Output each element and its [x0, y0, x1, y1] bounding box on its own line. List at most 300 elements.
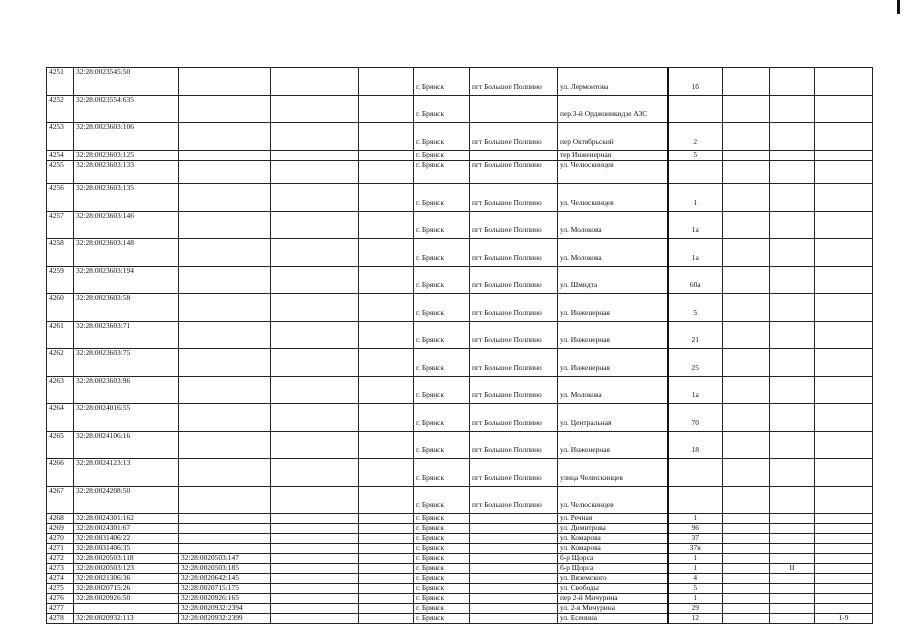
house-number-cell: 5 — [668, 294, 723, 322]
blank-cell — [723, 486, 770, 514]
blank-cell — [359, 239, 414, 267]
blank-cell — [271, 294, 359, 322]
row-number-cell: 4275 — [47, 584, 74, 594]
city-cell: г. Брянск — [414, 524, 470, 534]
linked-cadastral-cell: 32:28:0020932:2399 — [179, 614, 271, 624]
city-cell: г. Брянск — [414, 486, 470, 514]
unit-number-cell — [770, 614, 815, 624]
street-cell: ул. 2-я Мичурина — [558, 604, 668, 614]
row-number-cell: 4272 — [47, 554, 74, 564]
house-number-cell: 29 — [668, 604, 723, 614]
rooms-cell — [815, 95, 873, 123]
house-number-cell — [668, 459, 723, 487]
settlement-cell: пгт Большое Полпино — [470, 266, 558, 294]
linked-cadastral-cell: 32:28:0020715:175 — [179, 584, 271, 594]
blank-cell — [271, 544, 359, 554]
blank-cell — [359, 404, 414, 432]
row-number-cell: 4254 — [47, 150, 74, 160]
settlement-cell: пгт Большое Полпино — [470, 431, 558, 459]
rooms-cell — [815, 554, 873, 564]
table-row — [47, 574, 873, 584]
table-row — [47, 584, 873, 594]
house-number-cell: 37в — [668, 544, 723, 554]
row-number-cell: 4251 — [47, 68, 74, 96]
city-cell: г. Брянск — [414, 584, 470, 594]
cadastral-number-cell: 32:28:0020926:50 — [74, 594, 179, 604]
blank-cell — [723, 524, 770, 534]
row-number-cell: 4257 — [47, 211, 74, 239]
blank-cell — [723, 321, 770, 349]
street-cell: пер Октябрьский — [558, 123, 668, 151]
cadastral-number-cell: 32:28:0023603:75 — [74, 349, 179, 377]
blank-cell — [271, 211, 359, 239]
cadastral-number-cell: 32:28:0023603:135 — [74, 184, 179, 212]
street-cell: ул. Есенина — [558, 614, 668, 624]
blank-cell — [359, 431, 414, 459]
blank-cell — [271, 376, 359, 404]
settlement-cell — [470, 534, 558, 544]
row-number-cell: 4268 — [47, 514, 74, 524]
row-number-cell: 4260 — [47, 294, 74, 322]
settlement-cell — [470, 614, 558, 624]
rooms-cell — [815, 594, 873, 604]
unit-number-cell — [770, 266, 815, 294]
street-cell: б-р Щорса — [558, 564, 668, 574]
city-cell: г. Брянск — [414, 211, 470, 239]
unit-number-cell — [770, 604, 815, 614]
house-number-cell: 1 — [668, 594, 723, 604]
street-cell: ул. Вяземского — [558, 574, 668, 584]
unit-number-cell — [770, 514, 815, 524]
table-row — [47, 524, 873, 534]
rooms-cell — [815, 604, 873, 614]
row-number-cell: 4255 — [47, 160, 74, 184]
blank-cell — [271, 160, 359, 184]
blank-cell — [723, 404, 770, 432]
blank-cell — [271, 150, 359, 160]
blank-cell — [271, 594, 359, 604]
linked-cadastral-cell — [179, 95, 271, 123]
street-cell: ул. Комарова — [558, 544, 668, 554]
linked-cadastral-cell: 32:28:0020932:2394 — [179, 604, 271, 614]
blank-cell — [723, 294, 770, 322]
city-cell: г. Брянск — [414, 68, 470, 96]
linked-cadastral-cell: 32:28:0020642:145 — [179, 574, 271, 584]
blank-cell — [723, 534, 770, 544]
street-cell: ул. Молокова — [558, 211, 668, 239]
cadastral-number-cell: 32:28:0024123:13 — [74, 459, 179, 487]
blank-cell — [359, 294, 414, 322]
street-cell: ул. Инженерная — [558, 321, 668, 349]
city-cell: г. Брянск — [414, 554, 470, 564]
unit-number-cell — [770, 184, 815, 212]
table-row — [47, 68, 873, 96]
blank-cell — [359, 564, 414, 574]
blank-cell — [271, 431, 359, 459]
city-cell: г. Брянск — [414, 574, 470, 584]
city-cell: г. Брянск — [414, 150, 470, 160]
cadastral-number-cell: 32:28:0020503:118 — [74, 554, 179, 564]
settlement-cell: пгт Большое Полпино — [470, 459, 558, 487]
blank-cell — [723, 184, 770, 212]
blank-cell — [271, 239, 359, 267]
table-row — [47, 160, 873, 184]
registry-table — [46, 67, 873, 624]
unit-number-cell — [770, 123, 815, 151]
row-number-cell: 4263 — [47, 376, 74, 404]
cadastral-number-cell: 32:28:0031406:22 — [74, 534, 179, 544]
row-number-cell: 4269 — [47, 524, 74, 534]
linked-cadastral-cell — [179, 211, 271, 239]
city-cell: г. Брянск — [414, 514, 470, 524]
blank-cell — [359, 594, 414, 604]
settlement-cell — [470, 564, 558, 574]
blank-cell — [359, 211, 414, 239]
cadastral-number-cell: 32:28:0021306:36 — [74, 574, 179, 584]
row-number-cell: 4264 — [47, 404, 74, 432]
blank-cell — [271, 95, 359, 123]
cadastral-number-cell — [74, 604, 179, 614]
rooms-cell — [815, 160, 873, 184]
blank-cell — [723, 150, 770, 160]
house-number-cell: 96 — [668, 524, 723, 534]
blank-cell — [723, 68, 770, 96]
blank-cell — [271, 614, 359, 624]
blank-cell — [359, 514, 414, 524]
blank-cell — [723, 514, 770, 524]
blank-cell — [359, 459, 414, 487]
blank-cell — [359, 486, 414, 514]
unit-number-cell — [770, 574, 815, 584]
table-row — [47, 376, 873, 404]
house-number-cell: 1а — [668, 376, 723, 404]
cadastral-number-cell: 32:28:0023603:96 — [74, 376, 179, 404]
settlement-cell: пгт Большое Полпино — [470, 349, 558, 377]
rooms-cell — [815, 459, 873, 487]
street-cell: ул. Инженерная — [558, 294, 668, 322]
blank-cell — [359, 349, 414, 377]
row-number-cell: 4271 — [47, 544, 74, 554]
row-number-cell: 4270 — [47, 534, 74, 544]
blank-cell — [723, 564, 770, 574]
rooms-cell — [815, 211, 873, 239]
street-cell: б-р Щорса — [558, 554, 668, 564]
house-number-cell — [668, 486, 723, 514]
table-row — [47, 266, 873, 294]
blank-cell — [359, 123, 414, 151]
table-row — [47, 604, 873, 614]
rooms-cell — [815, 544, 873, 554]
settlement-cell — [470, 544, 558, 554]
street-cell: тер Инженерная — [558, 150, 668, 160]
row-number-cell: 4274 — [47, 574, 74, 584]
blank-cell — [359, 266, 414, 294]
house-number-cell: 4 — [668, 574, 723, 584]
cadastral-number-cell: 32:28:0023603:58 — [74, 294, 179, 322]
blank-cell — [723, 584, 770, 594]
blank-cell — [359, 584, 414, 594]
row-number-cell: 4277 — [47, 604, 74, 614]
linked-cadastral-cell — [179, 160, 271, 184]
linked-cadastral-cell — [179, 534, 271, 544]
house-number-cell: 21 — [668, 321, 723, 349]
blank-cell — [271, 321, 359, 349]
street-cell: ул. Инженерная — [558, 349, 668, 377]
blank-cell — [723, 211, 770, 239]
house-number-cell: 25 — [668, 349, 723, 377]
row-number-cell: 4267 — [47, 486, 74, 514]
table-row — [47, 564, 873, 574]
row-number-cell: 4273 — [47, 564, 74, 574]
blank-cell — [271, 404, 359, 432]
linked-cadastral-cell: 32:28:0020503:185 — [179, 564, 271, 574]
city-cell: г. Брянск — [414, 594, 470, 604]
blank-cell — [271, 514, 359, 524]
house-number-cell: 1 — [668, 184, 723, 212]
blank-cell — [359, 574, 414, 584]
settlement-cell — [470, 584, 558, 594]
cadastral-number-cell: 32:28:0023603:106 — [74, 123, 179, 151]
table-row — [47, 321, 873, 349]
rooms-cell — [815, 321, 873, 349]
blank-cell — [271, 564, 359, 574]
settlement-cell: пгт Большое Полпино — [470, 123, 558, 151]
unit-number-cell — [770, 294, 815, 322]
linked-cadastral-cell: 32:28:0020503:147 — [179, 554, 271, 564]
rooms-cell — [815, 564, 873, 574]
house-number-cell: 5 — [668, 584, 723, 594]
table-row — [47, 486, 873, 514]
blank-cell — [359, 544, 414, 554]
city-cell: г. Брянск — [414, 534, 470, 544]
unit-number-cell — [770, 211, 815, 239]
blank-cell — [723, 95, 770, 123]
unit-number-cell — [770, 68, 815, 96]
house-number-cell: 1а — [668, 211, 723, 239]
table-row — [47, 239, 873, 267]
city-cell: г. Брянск — [414, 123, 470, 151]
city-cell: г. Брянск — [414, 349, 470, 377]
settlement-cell: пгт Большое Полпино — [470, 294, 558, 322]
blank-cell — [723, 554, 770, 564]
blank-cell — [271, 574, 359, 584]
linked-cadastral-cell — [179, 349, 271, 377]
cadastral-number-cell: 32:28:0024301:67 — [74, 524, 179, 534]
linked-cadastral-cell — [179, 524, 271, 534]
rooms-cell — [815, 184, 873, 212]
city-cell: г. Брянск — [414, 544, 470, 554]
city-cell: г. Брянск — [414, 431, 470, 459]
cadastral-number-cell: 32:28:0023603:146 — [74, 211, 179, 239]
blank-cell — [723, 594, 770, 604]
blank-cell — [359, 321, 414, 349]
table-row — [47, 544, 873, 554]
house-number-cell: 70 — [668, 404, 723, 432]
street-cell: ул. Свободы — [558, 584, 668, 594]
street-cell: улица Челюскинцев — [558, 459, 668, 487]
blank-cell — [723, 459, 770, 487]
table-row — [47, 349, 873, 377]
city-cell: г. Брянск — [414, 239, 470, 267]
cadastral-number-cell: 32:28:0023545:50 — [74, 68, 179, 96]
blank-cell — [271, 604, 359, 614]
settlement-cell — [470, 524, 558, 534]
registry-rows — [47, 68, 873, 624]
house-number-cell: 1 — [668, 554, 723, 564]
blank-cell — [359, 68, 414, 96]
rooms-cell — [815, 574, 873, 584]
rooms-cell — [815, 150, 873, 160]
city-cell: г. Брянск — [414, 321, 470, 349]
linked-cadastral-cell — [179, 404, 271, 432]
unit-number-cell — [770, 534, 815, 544]
settlement-cell — [470, 95, 558, 123]
blank-cell — [723, 574, 770, 584]
page-edge-mark — [897, 0, 900, 14]
blank-cell — [723, 160, 770, 184]
street-cell: ул. Лермонтова — [558, 68, 668, 96]
house-number-cell: 18 — [668, 431, 723, 459]
row-number-cell: 4253 — [47, 123, 74, 151]
table-row — [47, 554, 873, 564]
rooms-cell — [815, 68, 873, 96]
blank-cell — [271, 584, 359, 594]
blank-cell — [359, 524, 414, 534]
settlement-cell: пгт Большое Полпино — [470, 184, 558, 212]
table-row — [47, 594, 873, 604]
city-cell: г. Брянск — [414, 184, 470, 212]
blank-cell — [359, 614, 414, 624]
house-number-cell — [668, 160, 723, 184]
blank-cell — [271, 534, 359, 544]
house-number-cell: 1б — [668, 68, 723, 96]
linked-cadastral-cell — [179, 459, 271, 487]
table-row — [47, 211, 873, 239]
house-number-cell — [668, 95, 723, 123]
rooms-cell — [815, 376, 873, 404]
settlement-cell — [470, 574, 558, 584]
table-row — [47, 294, 873, 322]
linked-cadastral-cell — [179, 431, 271, 459]
unit-number-cell — [770, 239, 815, 267]
street-cell: ул. Димитрова — [558, 524, 668, 534]
settlement-cell: пгт Большое Полпино — [470, 321, 558, 349]
blank-cell — [723, 266, 770, 294]
house-number-cell: 1 — [668, 564, 723, 574]
unit-number-cell — [770, 160, 815, 184]
blank-cell — [723, 431, 770, 459]
street-cell: ул. Комарова — [558, 534, 668, 544]
blank-cell — [271, 524, 359, 534]
linked-cadastral-cell — [179, 150, 271, 160]
linked-cadastral-cell: 32:28:0020926:165 — [179, 594, 271, 604]
rooms-cell — [815, 431, 873, 459]
blank-cell — [723, 123, 770, 151]
blank-cell — [359, 376, 414, 404]
cadastral-number-cell: 32:28:0024016:55 — [74, 404, 179, 432]
linked-cadastral-cell — [179, 376, 271, 404]
linked-cadastral-cell — [179, 123, 271, 151]
rooms-cell — [815, 123, 873, 151]
street-cell: ул. Челюскинцев — [558, 486, 668, 514]
city-cell: г. Брянск — [414, 614, 470, 624]
unit-number-cell — [770, 431, 815, 459]
cadastral-number-cell: 32:28:0023603:148 — [74, 239, 179, 267]
street-cell: ул. Центральная — [558, 404, 668, 432]
table-row — [47, 614, 873, 624]
blank-cell — [359, 160, 414, 184]
linked-cadastral-cell — [179, 184, 271, 212]
blank-cell — [271, 266, 359, 294]
table-row — [47, 150, 873, 160]
blank-cell — [359, 604, 414, 614]
house-number-cell: 12 — [668, 614, 723, 624]
linked-cadastral-cell — [179, 544, 271, 554]
table-row — [47, 459, 873, 487]
settlement-cell — [470, 554, 558, 564]
table-row — [47, 184, 873, 212]
blank-cell — [723, 376, 770, 404]
settlement-cell: пгт Большое Полпино — [470, 376, 558, 404]
blank-cell — [271, 459, 359, 487]
unit-number-cell — [770, 404, 815, 432]
row-number-cell: 4278 — [47, 614, 74, 624]
unit-number-cell — [770, 594, 815, 604]
rooms-cell — [815, 524, 873, 534]
street-cell: пер.3-й Орджоникидзе АЗС — [558, 95, 668, 123]
blank-cell — [359, 150, 414, 160]
table-row — [47, 514, 873, 524]
unit-number-cell — [770, 95, 815, 123]
house-number-cell: 37 — [668, 534, 723, 544]
settlement-cell: пгт Большое Полпино — [470, 239, 558, 267]
unit-number-cell — [770, 459, 815, 487]
linked-cadastral-cell — [179, 239, 271, 267]
cadastral-number-cell: 32:28:0023603:194 — [74, 266, 179, 294]
settlement-cell: пгт Большое Полпино — [470, 68, 558, 96]
unit-number-cell — [770, 554, 815, 564]
cadastral-number-cell: 32:28:0023603:133 — [74, 160, 179, 184]
city-cell: г. Брянск — [414, 376, 470, 404]
linked-cadastral-cell — [179, 486, 271, 514]
blank-cell — [723, 544, 770, 554]
table-row — [47, 534, 873, 544]
street-cell: ул. Молокова — [558, 376, 668, 404]
street-cell: пер 2-й Мичурина — [558, 594, 668, 604]
unit-number-cell — [770, 524, 815, 534]
blank-cell — [271, 554, 359, 564]
linked-cadastral-cell — [179, 266, 271, 294]
city-cell: г. Брянск — [414, 604, 470, 614]
settlement-cell: пгт Большое Полпино — [470, 160, 558, 184]
rooms-cell — [815, 294, 873, 322]
city-cell: г. Брянск — [414, 294, 470, 322]
house-number-cell: 1 — [668, 514, 723, 524]
rooms-cell — [815, 584, 873, 594]
cadastral-number-cell: 32:28:0023554:635 — [74, 95, 179, 123]
street-cell: ул. Челюскинцев — [558, 184, 668, 212]
settlement-cell — [470, 514, 558, 524]
table-row — [47, 95, 873, 123]
house-number-cell: 5 — [668, 150, 723, 160]
unit-number-cell — [770, 150, 815, 160]
cadastral-number-cell: 32:28:0023603:71 — [74, 321, 179, 349]
blank-cell — [271, 68, 359, 96]
table-row — [47, 431, 873, 459]
linked-cadastral-cell — [179, 68, 271, 96]
blank-cell — [723, 614, 770, 624]
row-number-cell: 4258 — [47, 239, 74, 267]
